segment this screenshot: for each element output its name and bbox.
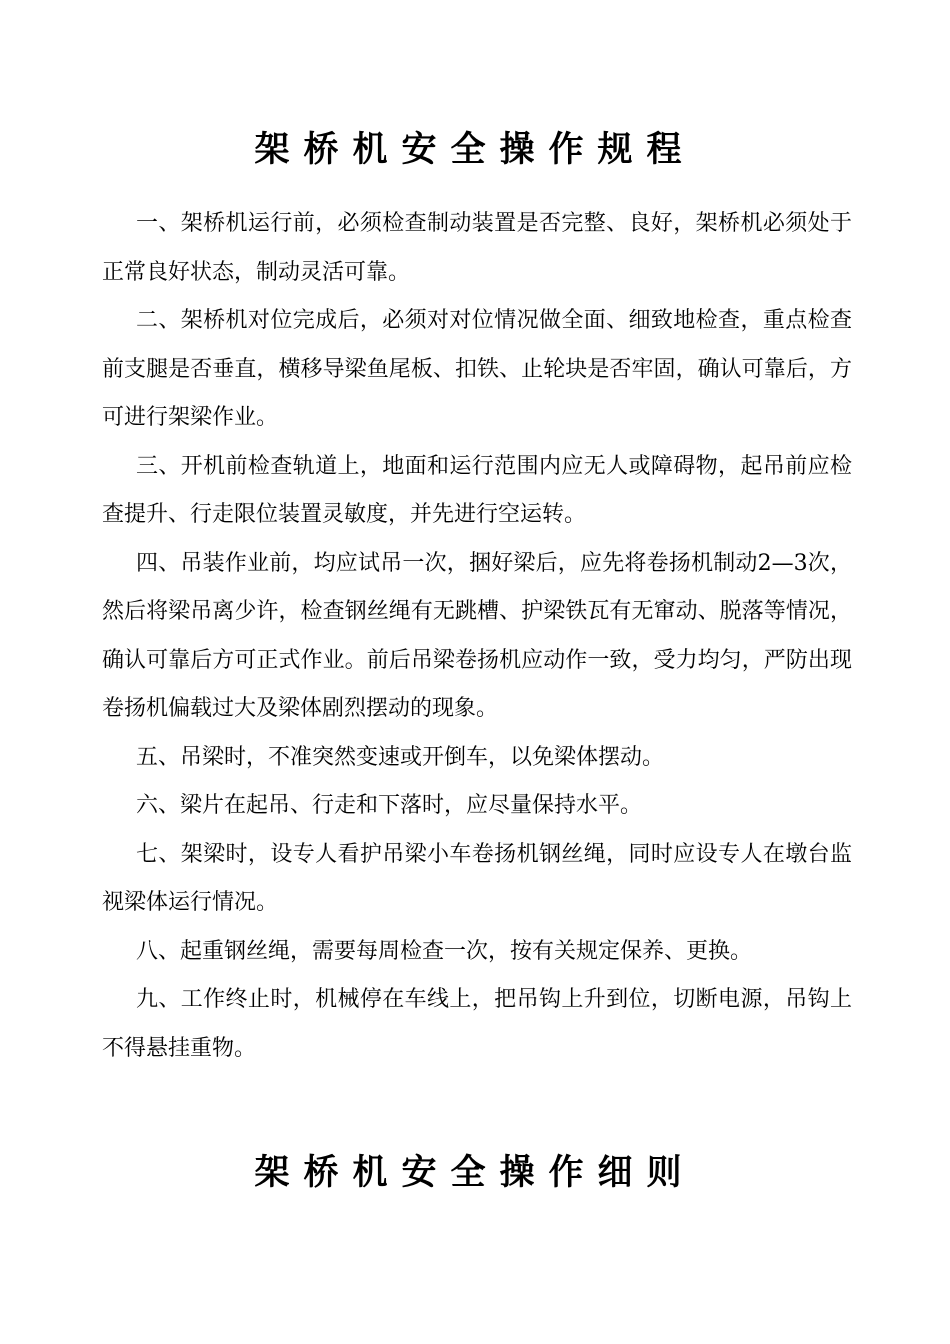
paragraph-8: 八、起重钢丝绳，需要每周检查一次，按有关规定保养、更换。 [136,938,753,964]
document-body [102,200,852,1073]
paragraph-2: 二、架桥机对位完成后，必须对对位情况做全面、细致地检查，重点检查前支腿是否垂直，横移导梁鱼尾板、扣铁、止轮块是否牢固，确认可靠后，方可进行架梁作业。 [102,308,852,430]
paragraph-7: 七、架梁时，设专人看护吊梁小车卷扬机钢丝绳，同时应设专人在墩台监视梁体运行情况。 [102,841,852,915]
paragraph-1: 一、架桥机运行前，必须检查制动装置是否完整、良好，架桥机必须处于正常良好状态，制动灵活可靠。 [102,211,852,285]
document-title: 架桥机安全操作规程 [254,130,696,170]
second-section-title: 架桥机安全操作细则 [254,1153,696,1193]
paragraph-9: 九、工作终止时，机械停在车线上，把吊钩上升到位，切断电源，吊钩上不得悬挂重物。 [102,987,852,1061]
paragraph-4: 四、吊装作业前，均应试吊一次，捆好梁后，应先将卷扬机制动2—3次，然后将梁吊离少许，检查钢丝绳有无跳槽、护梁铁瓦有无窜动、脱落等情况，确认可靠后方可正式作业。前后吊梁卷扬机应动作一致，受力均匀，严防出现卷扬机偏载过大及梁体剧烈摆动的现象。 [102,550,852,721]
paragraph-6: 六、梁片在起吊、行走和下落时，应尽量保持水平。 [136,793,643,818]
paragraph-3: 三、开机前检查轨道上，地面和运行范围内应无人或障碍物，起吊前应检查提升、行走限位装置灵敏度，并先进行空运转。 [102,453,852,527]
paragraph-5: 五、吊梁时，不准突然变速或开倒车，以免梁体摆动。 [136,744,665,770]
